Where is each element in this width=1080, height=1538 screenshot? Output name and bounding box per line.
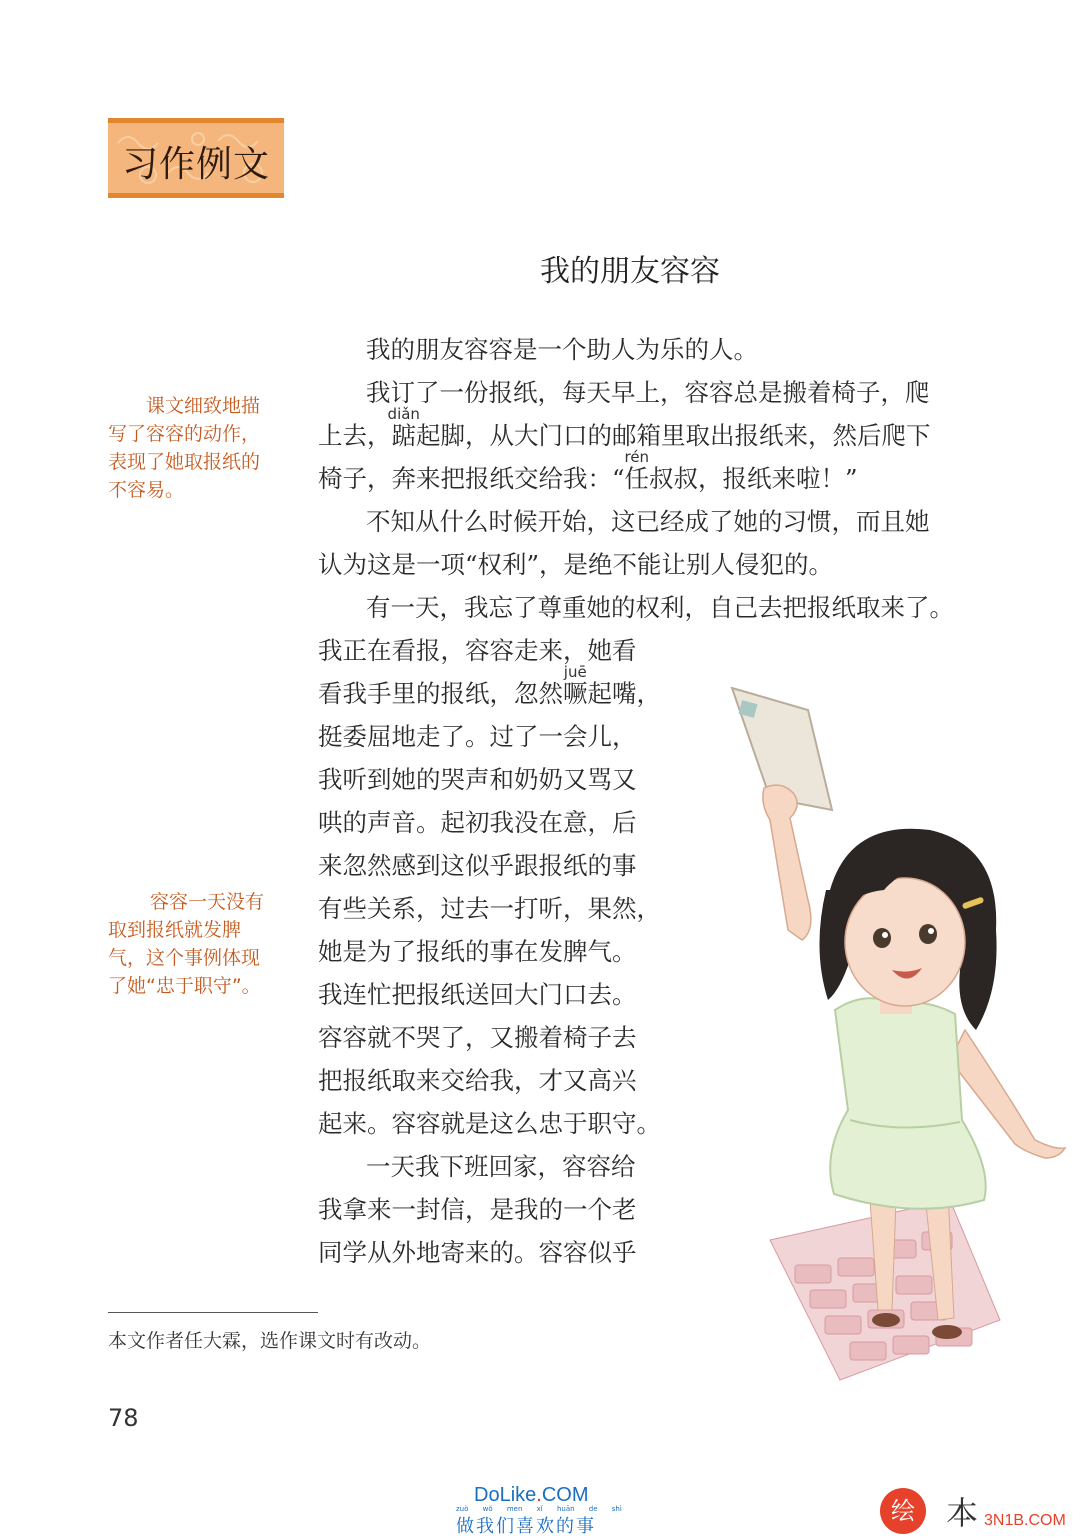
dolike-watermark: [474, 1484, 589, 1507]
slogan-pinyin: zuò wǒ men xǐ huān de shì: [456, 1505, 622, 1513]
text-line: 我连忙把报纸送回大门口去。: [318, 980, 637, 1009]
text-line: 不知从什么时候开始，这已经成了她的习惯，而且她: [366, 507, 930, 536]
side-note-line: 不容易。: [108, 479, 185, 501]
site-watermark: 3N1B.COM: [984, 1512, 1066, 1529]
footnote: 本文作者任大霖，选作课文时有改动。: [108, 1330, 432, 1352]
text-segment: 上去，: [318, 421, 392, 450]
slogan: 做我们喜欢的事: [456, 1516, 596, 1537]
annotated-character: [387, 405, 420, 451]
pinyin-annotation: diǎn: [387, 405, 420, 423]
green-dress: [830, 998, 985, 1208]
annotated-char: 噘: [563, 679, 588, 708]
text-line: 把报纸取来交给我，才又高兴: [318, 1066, 637, 1095]
text-line: 来忽然感到这似乎跟报纸的事: [318, 851, 637, 880]
pinyin-annotation: juē: [563, 663, 587, 681]
text-line: 我订了一份报纸，每天早上，容容总是搬着椅子，爬: [366, 378, 930, 407]
text-line: 同学从外地寄来的。容容似乎: [318, 1238, 637, 1267]
annotated-char: 踮: [391, 421, 416, 450]
side-note-line: 容容一天没有: [150, 891, 265, 913]
side-note: [108, 888, 278, 1000]
footnote-rule: [108, 1312, 318, 1313]
text-segment: 看我手里的报纸，忽然: [318, 679, 563, 708]
ben-character: 本: [946, 1494, 979, 1532]
right-eye: [919, 924, 937, 944]
text-line: 起来。容容就是这么忠于职守。: [318, 1109, 661, 1138]
dolike-main: DoLike: [474, 1484, 537, 1506]
side-note-line: 写了容容的动作，: [108, 423, 261, 445]
text-line: 我拿来一封信，是我的一个老: [318, 1195, 637, 1224]
side-note-line: 表现了她取报纸的: [108, 451, 261, 473]
text-segment: 叔叔，报纸来啦！”: [649, 464, 858, 493]
text-line: 认为这是一项“权利”，是绝不能让别人侵犯的。: [318, 550, 834, 579]
text-line: 有些关系，过去一打听，果然，: [318, 894, 661, 923]
left-shoe: [872, 1313, 900, 1327]
pinyin-annotation: rén: [624, 448, 650, 466]
text-line: 她是为了报纸的事在发脾气。: [318, 937, 637, 966]
huiben-logo-icon: 绘: [880, 1488, 926, 1534]
text-segment: 起脚，从大门口的邮箱里取出报纸来，然后爬下: [416, 421, 931, 450]
girl-illustration: [700, 680, 1080, 1400]
left-eye: [873, 928, 891, 948]
text-line: 哄的声音。起初我没在意，后: [318, 808, 637, 837]
raised-arm: [763, 785, 811, 940]
side-note-line: 课文细致地描: [146, 395, 261, 417]
text-line: [318, 448, 858, 494]
text-line: 挺委屈地走了。过了一会儿，: [318, 722, 637, 751]
text-segment: 起嘴，: [587, 679, 661, 708]
dolike-com: COM: [541, 1484, 589, 1506]
text-line: 我的朋友容容是一个助人为乐的人。: [366, 335, 758, 364]
annotated-character: [563, 663, 588, 709]
section-label: 习作例文: [121, 144, 270, 185]
dolike-dot: .: [536, 1484, 542, 1506]
side-note: [108, 392, 278, 504]
side-note-line: 气，这个事例体现: [108, 947, 261, 969]
text-line: 有一天，我忘了尊重她的权利，自己去把报纸取来了。: [366, 593, 954, 622]
side-note-line: 取到报纸就发脾: [108, 919, 242, 941]
section-badge: [108, 118, 284, 198]
face: [845, 878, 965, 1006]
text-line: [318, 663, 661, 709]
article-title: 我的朋友容容: [540, 254, 720, 289]
right-shoe: [932, 1325, 962, 1339]
text-line: 容容就不哭了，又搬着椅子去: [318, 1023, 637, 1052]
side-note-line: 了她“忠于职守”。: [108, 975, 261, 997]
text-segment: 椅子，奔来把报纸交给我：“: [318, 464, 625, 493]
annotated-character: [624, 448, 650, 494]
text-line: 我听到她的哭声和奶奶又骂又: [318, 765, 637, 794]
annotated-char: 任: [624, 464, 650, 493]
text-line: 我正在看报，容容走来，她看: [318, 636, 637, 665]
page-number: 78: [108, 1404, 139, 1432]
text-line: 一天我下班回家，容容给: [366, 1152, 636, 1181]
